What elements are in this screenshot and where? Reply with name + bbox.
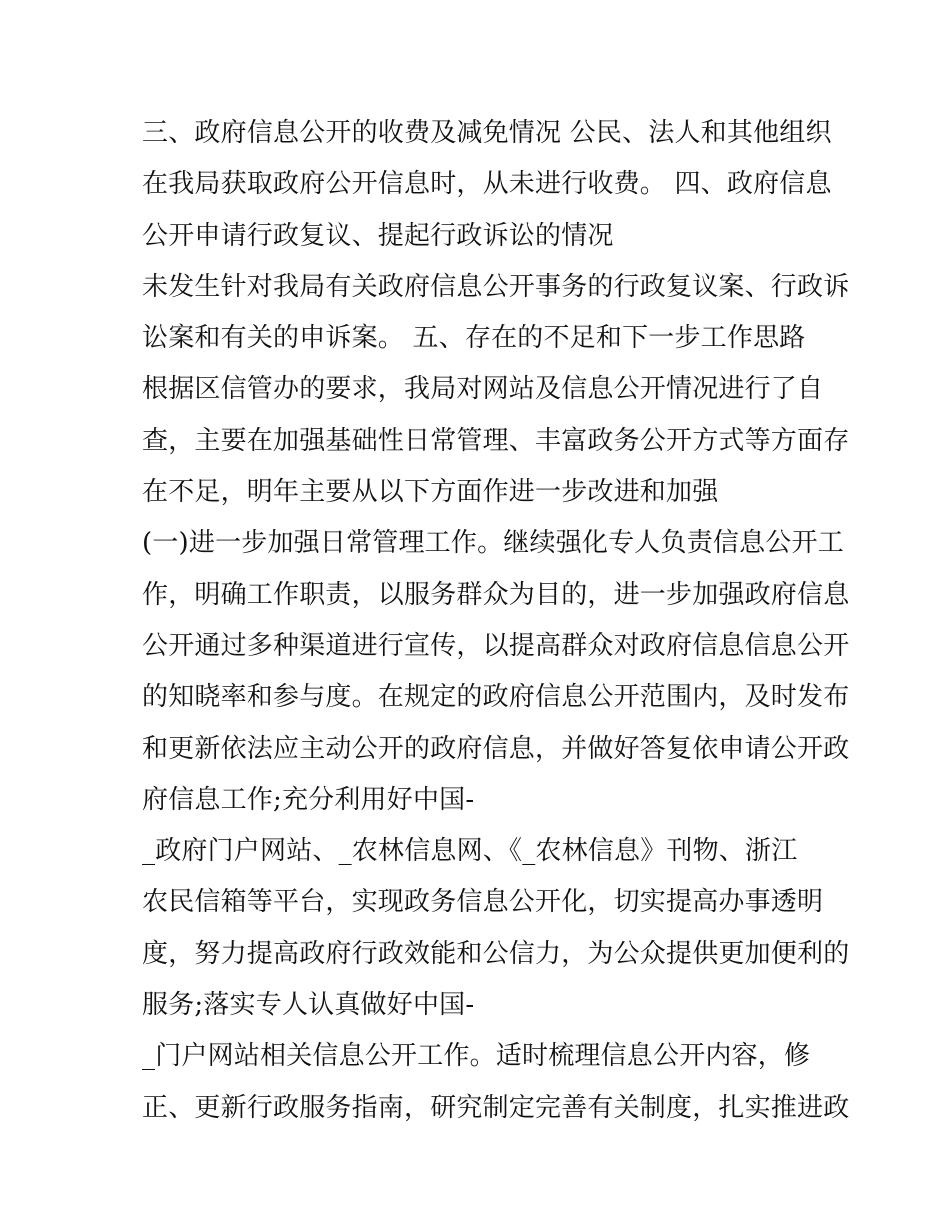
- text-line: 公开申请行政复议、提起行政诉讼的情况: [142, 220, 614, 251]
- text-line: 作，明确工作职责，以服务群众为目的，进一步加强政府信息: [142, 579, 850, 610]
- text-line: 府信息工作;充分利用好中国-: [142, 784, 475, 815]
- text-line: 和更新依法应主动公开的政府信息，并做好答复依申请公开政: [142, 733, 850, 764]
- text-line: 农民信箱等平台，实现政务信息公开化，切实提高办事透明: [142, 887, 824, 918]
- text-line: 在不足，明年主要从以下方面作进一步改进和加强: [142, 477, 719, 508]
- text-line: 的知晓率和参与度。在规定的政府信息公开范围内，及时发布: [142, 682, 850, 713]
- text-line: 度，努力提高政府行政效能和公信力，为公众提供更加便利的: [142, 938, 850, 969]
- text-line: 根据区信管办的要求，我局对网站及信息公开情况进行了自: [142, 374, 824, 405]
- text-line: 公开通过多种渠道进行宣传，以提高群众对政府信息信息公开: [142, 630, 850, 661]
- text-line: 查，主要在加强基础性日常管理、丰富政务公开方式等方面存: [142, 425, 850, 456]
- body-text: [142, 108, 850, 1134]
- text-line: 未发生针对我局有关政府信息公开事务的行政复议案、行政诉: [142, 271, 850, 302]
- text-line: 讼案和有关的申诉案。 五、存在的不足和下一步工作思路: [142, 323, 806, 354]
- text-line: (一)进一步加强日常管理工作。继续强化专人负责信息公开工: [142, 528, 844, 559]
- text-line: 正、更新行政服务指南，研究制定完善有关制度，扎实推进政: [142, 1092, 850, 1123]
- text-line: 服务;落实专人认真做好中国-: [142, 990, 475, 1021]
- text-line: _门户网站相关信息公开工作。适时梳理信息公开内容，修: [142, 1041, 811, 1072]
- text-line: 三、政府信息公开的收费及减免情况 公民、法人和其他组织: [142, 118, 832, 148]
- text-line: _政府门户网站、_农林信息网、《_农林信息》刊物、浙江: [142, 836, 798, 867]
- text-line: 在我局获取政府公开信息时，从未进行收费。 四、政府信息: [142, 169, 832, 200]
